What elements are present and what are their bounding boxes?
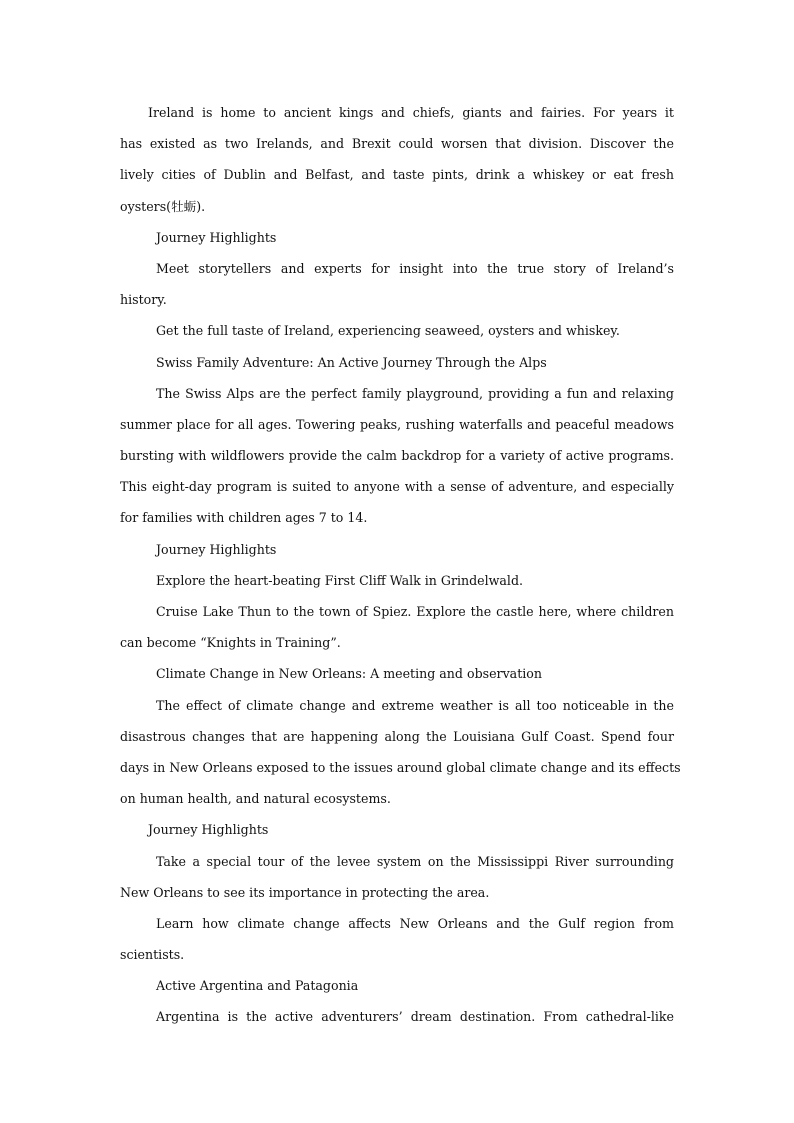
paragraph-line: Explore the heart-beating First Cliff Walk in Grindelwald. [156,572,524,588]
paragraph-line: lively cities of Dublin and Belfast, and taste pints, drink a whiskey or eat fresh [120,167,674,183]
new-orleans-section [120,658,681,970]
section-subheading: Journey Highlights [156,541,277,557]
section-heading: Active Argentina and Patagonia [156,978,359,994]
paragraph-line: history. [120,292,167,308]
paragraph-line: on human health, and natural ecosystems. [120,791,391,807]
paragraph-line: scientists. [120,947,185,963]
paragraph-line: oysters(牡蛎). [120,198,206,214]
paragraph-line: The effect of climate change and extreme weather is all too noticeable in the [156,697,674,713]
paragraph-line: Ireland is home to ancient kings and chiefs, giants and fairies. For years it [148,105,674,120]
paragraph-line: Learn how climate change affects New Orleans and the Gulf region from [156,915,674,931]
paragraph-line: Argentina is the active adventurers’ dream destination. From cathedral-like [156,1009,674,1025]
document-page [120,97,681,1033]
paragraph-line: for families with children ages 7 to 14. [120,510,368,526]
paragraph-line: can become “Knights in Training”. [120,635,341,651]
section-subheading: Journey Highlights [156,229,277,245]
paragraph-line: Take a special tour of the levee system on the Mississippi River surrounding [156,853,674,869]
paragraph-line: Meet storytellers and experts for insight into the true story of Ireland’s [156,260,674,276]
paragraph-line: Cruise Lake Thun to the town of Spiez. Explore the castle here, where children [156,604,674,619]
section-heading: Climate Change in New Orleans: A meeting and observation [156,666,542,682]
swiss-section [120,347,674,659]
paragraph-line: days in New Orleans exposed to the issues around global climate change and its effects [120,759,681,775]
ireland-section [120,97,674,347]
paragraph-line: New Orleans to see its importance in protecting the area. [120,884,490,900]
section-heading: Swiss Family Adventure: An Active Journey Through the Alps [156,354,547,370]
paragraph-line: summer place for all ages. Towering peaks, rushing waterfalls and peaceful meadows [120,416,674,432]
paragraph-line: bursting with wildflowers provide the calm backdrop for a variety of active programs. [120,448,674,464]
paragraph-line: The Swiss Alps are the perfect family playground, providing a fun and relaxing [156,385,674,401]
paragraph-line: has existed as two Irelands, and Brexit could worsen that division. Discover the [120,136,674,152]
section-subheading: Journey Highlights [148,822,269,838]
paragraph-line: This eight-day program is suited to anyone with a sense of adventure, and especially [120,479,674,495]
paragraph-line: disastrous changes that are happening along the Louisiana Gulf Coast. Spend four [120,728,674,744]
argentina-section [120,970,674,1032]
paragraph-line: Get the full taste of Ireland, experiencing seaweed, oysters and whiskey. [156,323,620,339]
